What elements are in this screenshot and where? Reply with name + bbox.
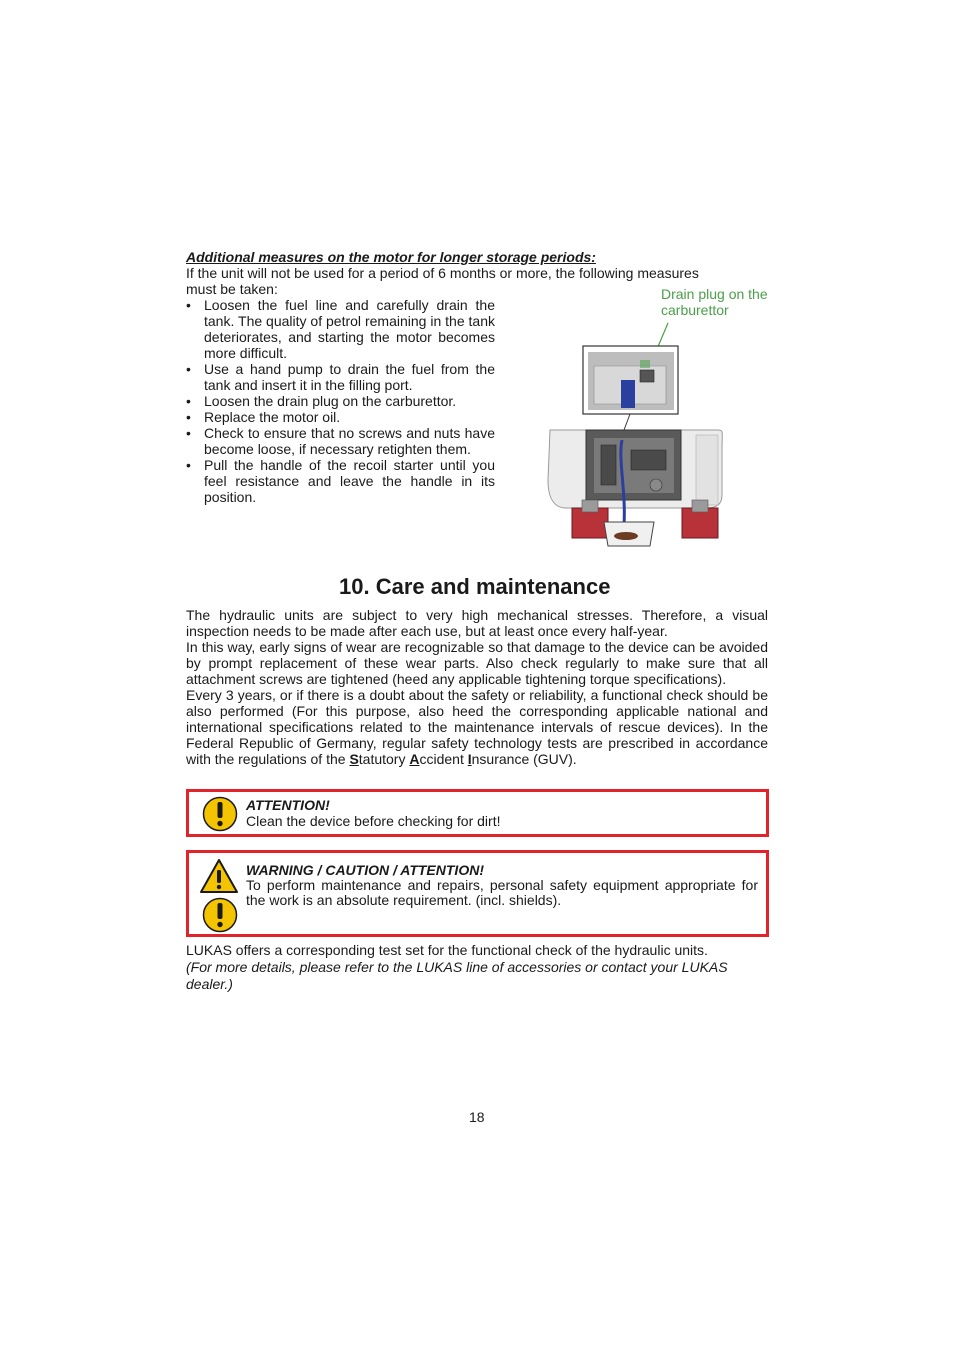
abbrev-letter: I xyxy=(467,751,472,767)
abbrev-letter: A xyxy=(409,751,420,767)
list-item: • Loosen the fuel line and carefully drain the tank. The quality of petrol remaining in the tank deteriorates, and starting the motor becomes more difficult. xyxy=(186,297,495,361)
closing-text: LUKAS offers a corresponding test set for the functional check of the hydraulic units. xyxy=(186,942,708,958)
abbrev-letter: S xyxy=(349,751,359,767)
generator-illustration xyxy=(546,300,781,550)
list-item: • Use a hand pump to drain the fuel from the tank and insert it in the filling port. xyxy=(186,361,495,393)
drain-plug-callout: Drain plug on the carburettor xyxy=(661,286,768,318)
storage-heading: Additional measures on the motor for longer storage periods: xyxy=(186,249,596,265)
paragraph: The hydraulic units are subject to very high mechanical stresses. Therefore, a visual inspection needs to be made after each use, but at least once every half-year. xyxy=(186,607,768,639)
exclamation-icon xyxy=(202,796,238,832)
closing-note: (For more details, please refer to the LUKAS line of accessories or contact your LUKAS dealer.) xyxy=(186,959,728,992)
page-number: 18 xyxy=(469,1109,485,1125)
paragraph: In this way, early signs of wear are recognizable so that damage to the device can be avoided by prompt replacement of these wear parts. Also check regularly to make sure that all attachment screws are tightened (heed any applicable tightening torque specifications). xyxy=(186,639,768,687)
list-item: • Replace the motor oil. xyxy=(186,409,495,425)
exclamation-icon xyxy=(202,897,238,933)
warning-triangle-icon xyxy=(199,858,239,894)
attention-title: ATTENTION! xyxy=(246,797,330,813)
section-title: 10. Care and maintenance xyxy=(339,574,611,599)
list-item: • Loosen the drain plug on the carburettor. xyxy=(186,393,495,409)
attention-text: Clean the device before checking for dirt! xyxy=(246,813,501,829)
list-item: • Check to ensure that no screws and nuts have become loose, if necessary retighten them. xyxy=(186,425,495,457)
paragraph: Every 3 years, or if there is a doubt about the safety or reliability, a functional check should be also performed (For this purpose, also heed the corresponding applicable national and international specifications related to the maintenance intervals of rescue devices). In the Federal Republic of Germany, regular safety technology tests are prescribed in accordance with the regulations of the Statutory Accident Insurance (GUV). xyxy=(186,687,768,767)
storage-intro: If the unit will not be used for a period of 6 months or more, the following measures must be taken: xyxy=(186,265,699,297)
warning-text: To perform maintenance and repairs, personal safety equipment appropriate for the work is an absolute requirement. (incl. shields). xyxy=(246,877,758,908)
warning-box xyxy=(186,850,769,937)
attention-box xyxy=(186,789,769,837)
list-item: • Pull the handle of the recoil starter until you feel resistance and leave the handle in its position. xyxy=(186,457,495,505)
storage-bullet-list xyxy=(186,297,495,505)
warning-title: WARNING / CAUTION / ATTENTION! xyxy=(246,862,484,878)
maintenance-body xyxy=(186,607,768,767)
